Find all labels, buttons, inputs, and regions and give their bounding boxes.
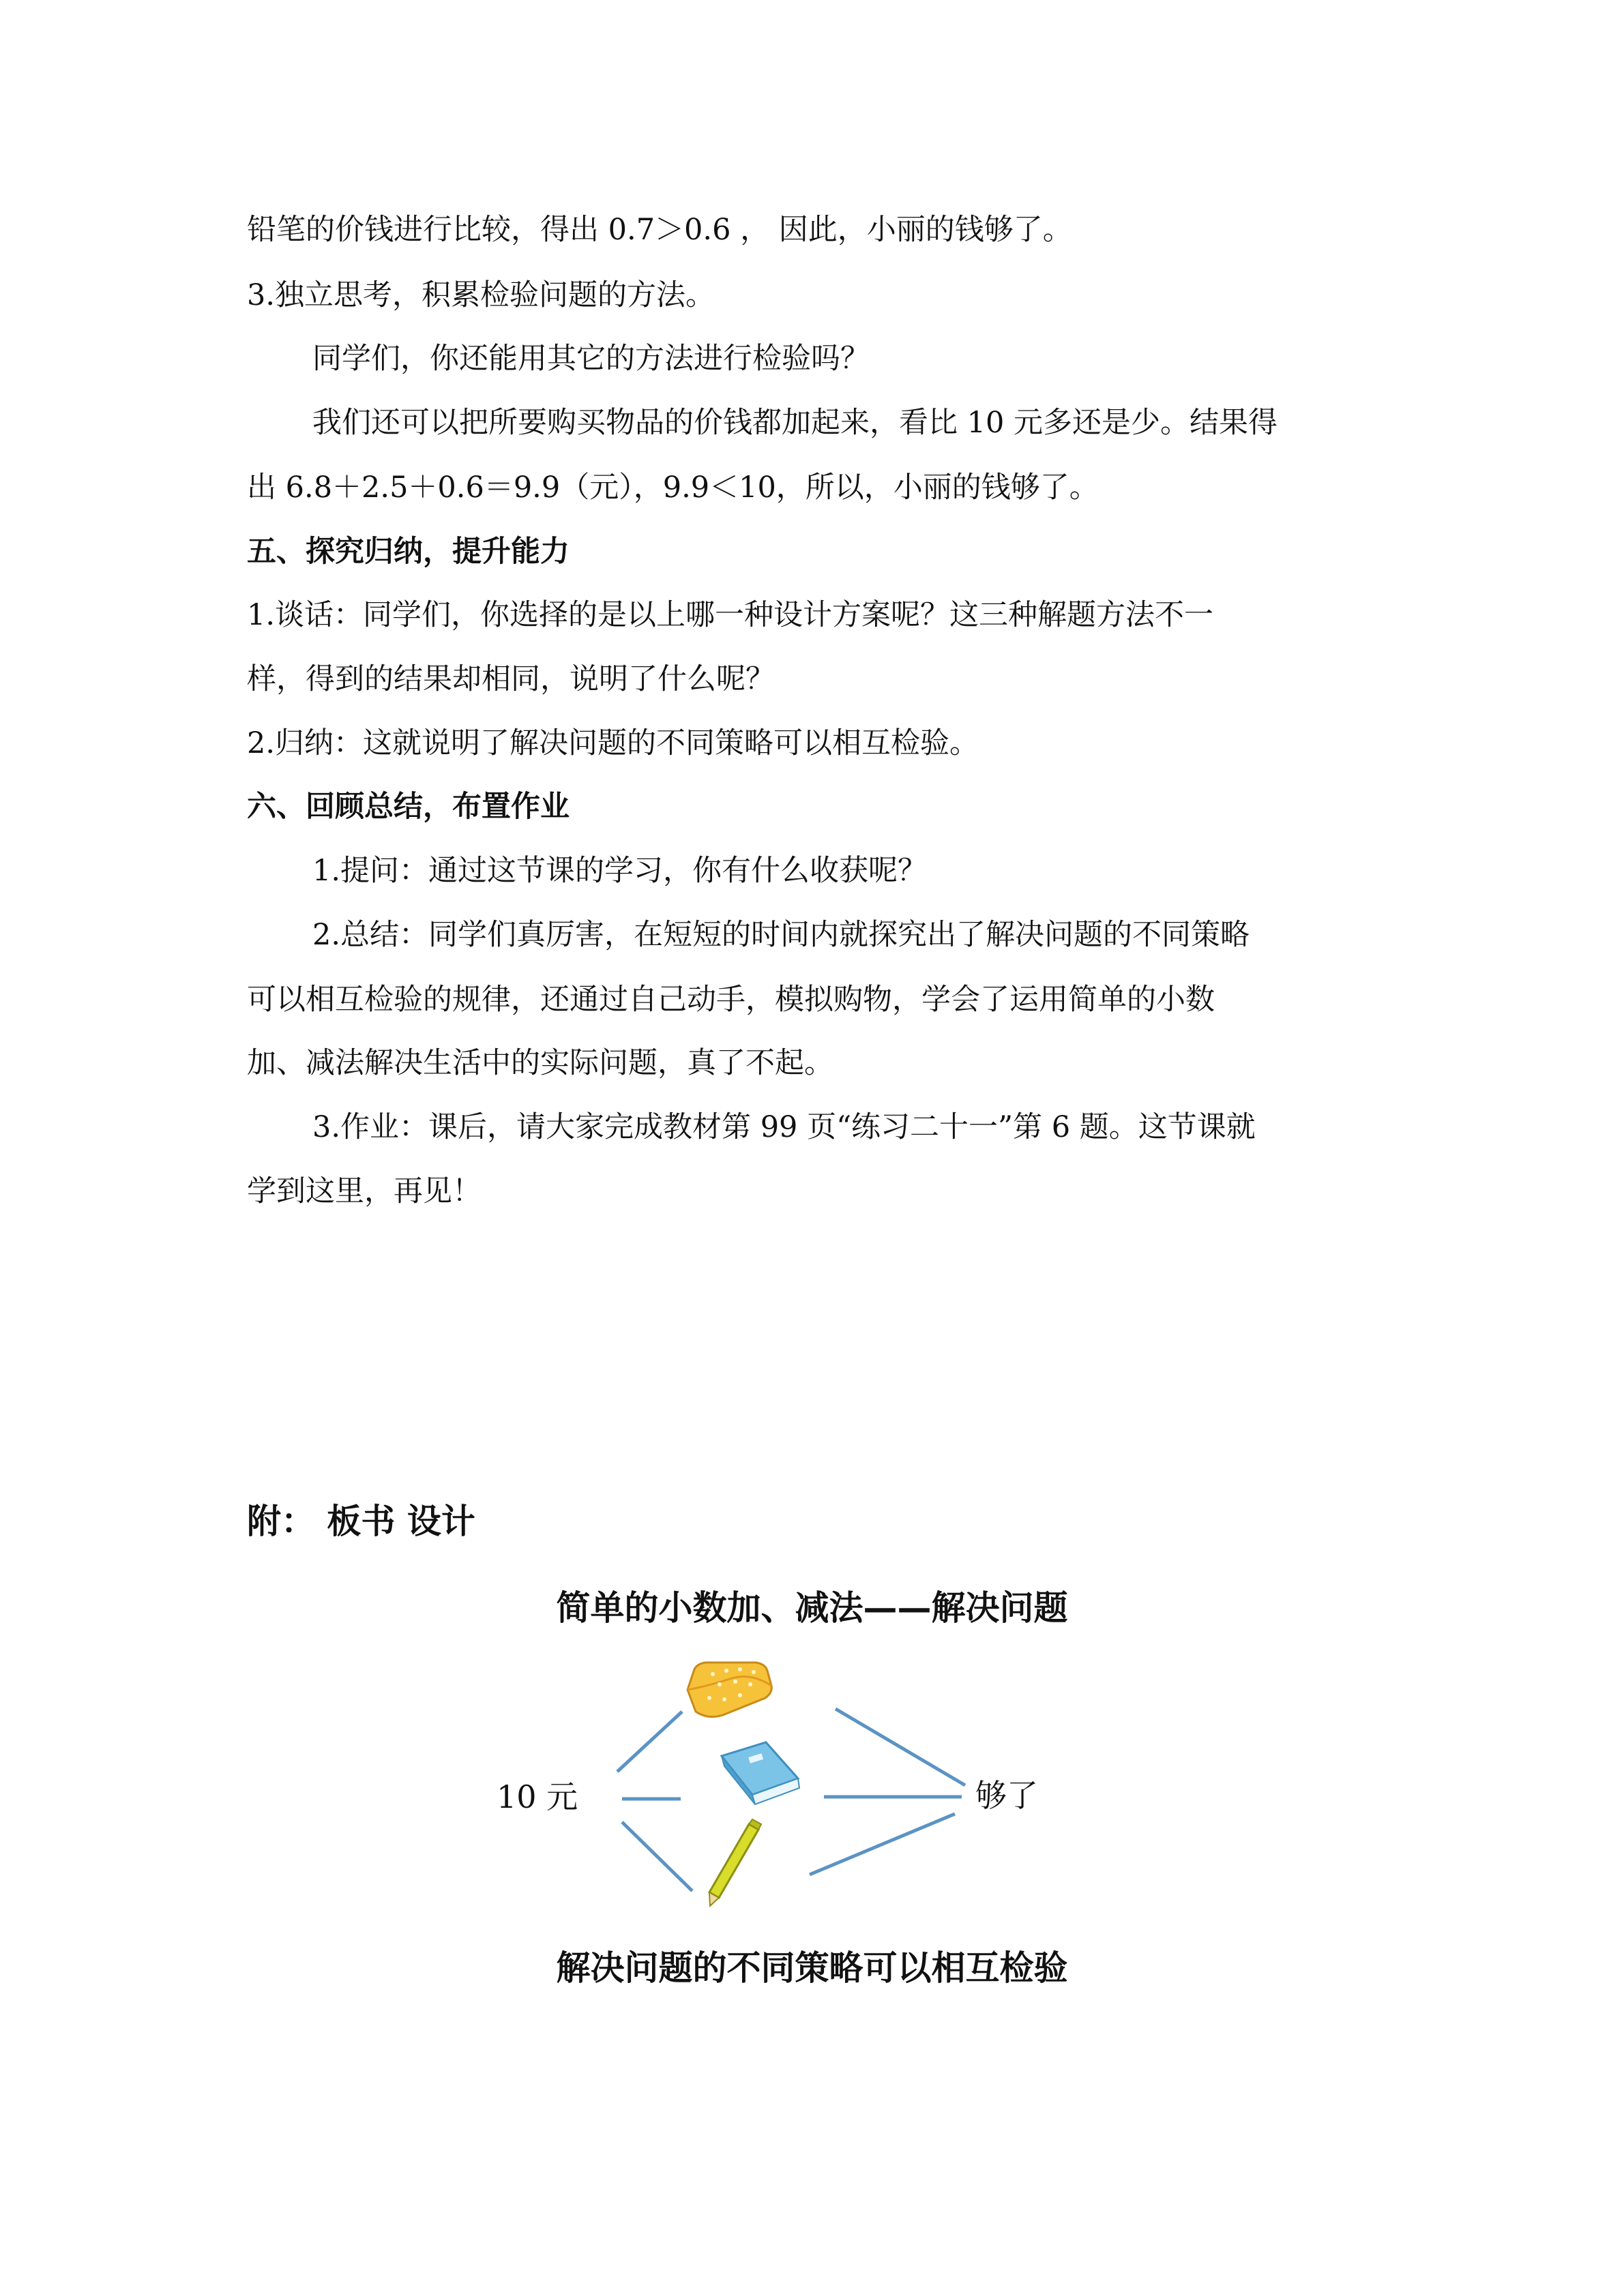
text-line: 铅笔的价钱进行比较，得出 0.7＞0.6 ， 因此，小丽的钱够了。 [247,213,1072,247]
connector-lines [617,1709,965,1891]
text-line: 我们还可以把所要购买物品的价钱都加起来，看比 10 元多还是少。结果得 [312,406,1278,440]
pencil-icon [709,1819,761,1906]
pencil-case-icon [688,1663,771,1717]
text-line: 1.谈话：同学们，你选择的是以上哪一种设计方案呢？这三种解题方法不一 [247,598,1214,632]
connector-line [622,1822,692,1891]
section-heading: 五、探究归纳，提升能力 [247,535,570,569]
book-icon [722,1742,799,1804]
board-title: 简单的小数加、减法——解决问题 [556,1588,1068,1628]
text-line: 同学们，你还能用其它的方法进行检验吗？ [312,342,870,376]
text-line: 可以相互检验的规律，还通过自己动手，模拟购物，学会了运用简单的小数 [247,983,1215,1017]
board-conclusion: 解决问题的不同策略可以相互检验 [556,1948,1068,1988]
text-line: 学到这里，再见！ [247,1174,482,1208]
text-line: 加、减法解决生活中的实际问题，真了不起。 [247,1046,833,1080]
connector-line [836,1709,965,1785]
text-line: 2.总结：同学们真厉害，在短短的时间内就探究出了解决问题的不同策略 [312,918,1250,952]
text-line: 2.归纳：这就说明了解决问题的不同策略可以相互检验。 [247,726,979,760]
section-heading: 六、回顾总结，布置作业 [247,790,570,824]
text-line: 1.提问：通过这节课的学习，你有什么收获呢？ [312,854,928,888]
text-line: 样，得到的结果却相同，说明了什么呢？ [247,662,775,696]
connector-line [810,1814,955,1875]
text-line: 3.作业：课后，请大家完成教材第 99 页“练习二十一”第 6 题。这节课就 [312,1110,1256,1144]
connector-line [617,1712,682,1772]
text-line: 出 6.8＋2.5＋0.6＝9.9（元），9.9＜10，所以，小丽的钱够了。 [247,471,1099,505]
appendix-label: 附： 板书 设计 [247,1502,475,1541]
result-label: 够了 [975,1777,1038,1814]
text-line: 3.独立思考，积累检验问题的方法。 [247,278,715,312]
amount-label: 10 元 [497,1778,578,1815]
